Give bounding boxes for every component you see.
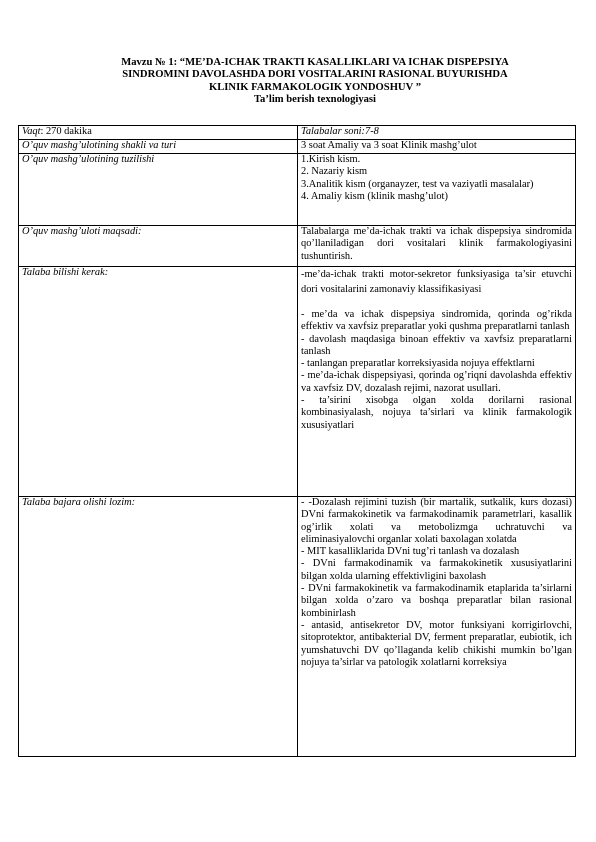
list-item: - antasid, antisekretor DV, motor funksiyani korrigirlovchi, sitoprotektor, antibakterial DV, ferment preparatlar, eubiotik, ich yumshatuvchi DV qo’llaganda kelib chikishi mumkin bo’lgan nojuya ta’sirlar va patologik xolatlarni korreksiya [301, 619, 572, 668]
list-item: - -Dozalash rejimini tuzish (bir martalik, sutkalik, kurs dozasi) DVni farmakokinetik va farmakodinamik parametrlari, kasallik og’irlik xolati va metobolizmga uchratuvchi va eliminasiyalovchi organlar xolati baxolagan xolatda [301, 497, 572, 545]
title-line: KLINIK FARMAKOLOGIK YONDOSHUV ” [209, 81, 421, 93]
title-line: SINDROMINI DAVOLASHDA DORI VOSITALARINI RASIONAL BUYURISHDA [122, 69, 508, 81]
table-row [19, 226, 576, 267]
list-item: - tanlangan preparatlar korreksiyasida nojuya effektlarni [301, 358, 535, 370]
time-cell [19, 126, 298, 140]
students-count: Talabalar soni:7-8 [298, 126, 576, 140]
list-item: - DVni farmakodinamik va farmakokinetik xususiyatlarini bilgan xolda ularning effektivligini baxolash [301, 558, 572, 582]
list-item: 4. Amaliy kism (klinik mashg’ulot) [301, 190, 448, 202]
table-row [19, 154, 576, 226]
title-line: Mavzu № 1: “ME’DA-ICHAK TRAKTI KASALLIKLARI VA ICHAK DISPEPSIYA [121, 57, 509, 68]
list-item: - MIT kasalliklarida DVni tug’ri tanlash va dozalash [301, 546, 520, 558]
lesson-table [18, 125, 576, 757]
goal-text: Talabalarga me’da-ichak trakti va ichak dispepsiya sindromida qo’llaniladigan dori vositalari klinik farmakologiyasini tushuntirish. [298, 226, 576, 267]
time-label: Vaqt [22, 126, 41, 137]
list-item: - DVni farmakokinetik va farmakodinamik etaplarida ta’sirlarni bilgan xolda o’zaro va boshqa preparatlar bilan rasional kombinirlash [301, 583, 572, 619]
list-item: - davolash maqdasiga binoan effektiv va xavfsiz preparatlarni tanlash [301, 333, 572, 357]
list-item: -me’da-ichak trakti motor-sekretor funksiyasiga ta’sir etuvchi dori vositalarini zamonaviy klassifikasiyasi [301, 269, 572, 295]
table-row [19, 497, 576, 757]
table-row [19, 140, 576, 154]
list-item: - me’da-ichak dispepsiyasi, qorinda og’riqni davolashda effektiv va xavfsiz DV, dozalash rejimi, nazorat usullari. [301, 370, 572, 394]
spacer [301, 297, 572, 309]
row-label: O’quv mashg’ulotining shakli va turi [19, 140, 298, 154]
row-label: Talaba bajara olishi lozim: [19, 497, 298, 757]
row-label: O’quv mashg’uloti maqsadi: [19, 226, 298, 267]
subtitle: Ta’lim berish texnologiyasi [253, 94, 377, 106]
table-row [19, 267, 576, 497]
list-item: - me’da va ichak dispepsiya sindromida, qorinda og’rikda effektiv va xavfsiz preparatlar yoki qushma preparatlarni tanlash [301, 309, 572, 333]
row-value: 3 soat Amaliy va 3 soat Klinik mashg’ulot [298, 140, 576, 154]
list-item: 1.Kirish kism. [301, 154, 361, 165]
table-row [19, 126, 576, 140]
row-label: O’quv mashg’ulotining tuzilishi [19, 154, 298, 226]
knowledge-list [298, 267, 576, 497]
list-item: - ta’sirini xisobga olgan xolda dorilarni rasional kombinasiyalash, nojuya ta’sirlari va klinik farmakologik xususiyatlari [301, 395, 572, 431]
list-item: 3.Analitik kism (organayzer, test va vaziyatli masalalar) [301, 178, 534, 190]
row-label: Talaba bilishi kerak: [19, 267, 298, 497]
list-item: 2. Nazariy kism [301, 166, 368, 178]
skills-list [298, 497, 576, 757]
document-title [60, 57, 570, 107]
time-value: : 270 dakika [40, 126, 92, 137]
structure-list [298, 154, 576, 226]
